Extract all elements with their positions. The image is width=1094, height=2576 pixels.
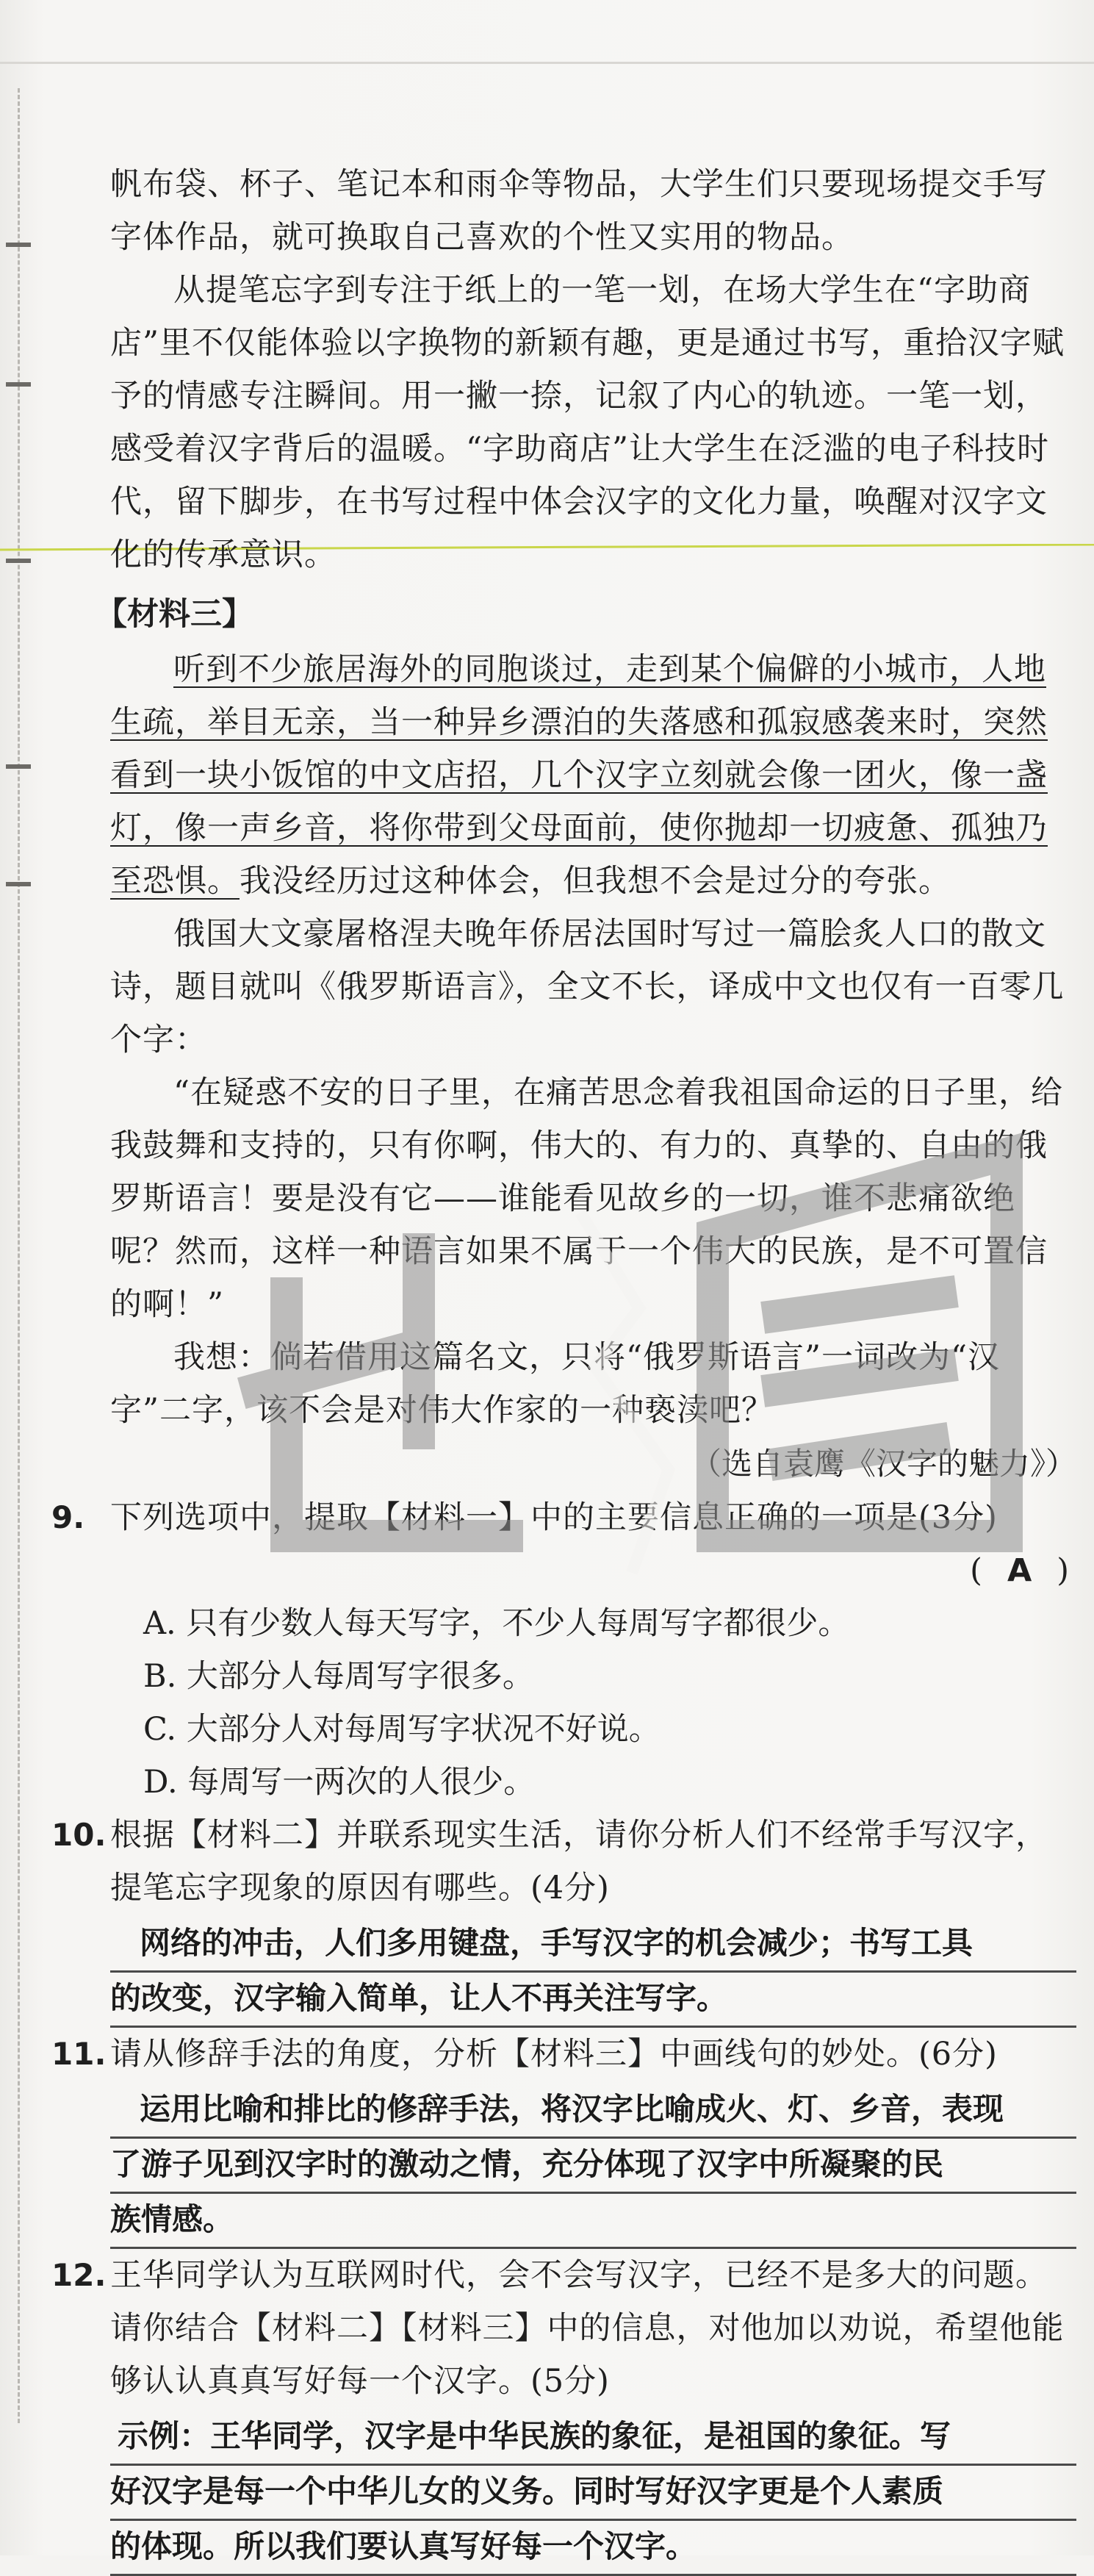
material3-paragraph-1-tail: 我没经历过这种体会，但我想不会是过分的夸张。 [240,863,951,900]
question-9 [51,1491,1076,1809]
question-10 [51,1809,1076,2028]
binding-margin-mark [6,882,31,886]
question-text: 根据【材料二】并联系现实生活，请你分析人们不经常手写汉字，提笔忘字现象的原因有哪些。(4分) [110,1817,1048,1906]
material3-paragraph-4: 我想：倘若借用这篇名文，只将“俄罗斯语言”一词改为“汉字”二字，该不会是对伟大作家的一种亵渎吧？ [110,1339,1000,1429]
material3-paragraph-1 [110,643,1076,908]
answer-bracket [110,1544,1069,1597]
answer-line: 族情感。 [110,2194,1076,2249]
bracket-open: ( [970,1552,982,1589]
binding-margin-mark [6,382,31,387]
answer-line: 的改变，汉字输入简单，让人不再关注写字。 [110,1973,1076,2028]
binding-margin-dashed-line [18,88,20,2423]
answer-line: 了游子见到汉字时的激动之情，充分体现了汉字中所凝聚的民 [110,2139,1076,2194]
binding-margin-mark [6,243,31,247]
top-border-line [0,62,1094,64]
bracket-close: ) [1057,1552,1069,1589]
binding-margin-mark [6,764,31,769]
question-11 [51,2028,1076,2249]
question-text: 下列选项中，提取【材料一】中的主要信息正确的一项是(3分) [110,1499,998,1536]
question-text: 请从修辞手法的角度，分析【材料三】中画线句的妙处。(6分) [110,2036,998,2073]
handwritten-answer [110,2084,1076,2249]
paragraph-top-1: 帆布袋、杯子、笔记本和雨伞等物品，大学生们只要现场提交手写字体作品，就可换取自己喜欢的个性又实用的物品。 [110,166,1048,256]
answer-line: 示例：王华同学，汉字是中华民族的象征，是祖国的象征。写 [110,2411,1076,2466]
material3-quote: “在疑惑不安的日子里，在痛苦思念着我祖国命运的日子里，给我鼓舞和支持的，只有你啊，伟大的、有力的、真挚的、自由的俄罗斯语言！要是没有它——谁能看见故乡的一切，谁不悲痛欲绝呢？然而，这样一种语言如果不属于一个伟大的民族，是不可置信的啊！” [110,1074,1063,1323]
question-number: 11. [51,2036,107,2072]
material3-paragraph-2: 俄国大文豪屠格涅夫晚年侨居法国时写过一篇脍炙人口的散文诗，题目就叫《俄罗斯语言》，全文不长，译成中文也仅有一百零几个字： [110,916,1065,1058]
binding-margin-mark [6,559,31,563]
material3-heading: 【材料三】 [96,596,253,633]
material3-source: （选自袁鹰《汉字的魅力》） [690,1446,1076,1482]
option-d: D. 每周写一两次的人很少。 [143,1764,536,1801]
question-number: 12. [51,2257,107,2293]
answer-line: 运用比喻和排比的修辞手法，将汉字比喻成火、灯、乡音，表现 [110,2084,1076,2139]
paragraph-top-2: 从提笔忘字到专注于纸上的一笔一划，在场大学生在“字助商店”里不仅能体验以字换物的新颖有趣，更是通过书写，重拾汉字赋予的情感专注瞬间。用一撇一捺，记叙了内心的轨迹。一笔一划，感受着汉字背后的温暖。“字助商店”让大学生在泛滥的电子科技时代，留下脚步，在书写过程中体会汉字的文化力量，唤醒对汉字文化的传承意识。 [110,272,1065,573]
question-number: 9. [51,1499,85,1535]
question-number: 10. [51,1817,107,1853]
choice-answer: A [1007,1552,1032,1589]
answer-line: 的体现。所以我们要认真写好每一个汉字。 [110,2521,1076,2576]
answer-line: 好汉字是每一个中华儿女的义务。同时写好汉字更是个人素质 [110,2466,1076,2521]
option-a: A. 只有少数人每天写字，不少人每周写字都很少。 [143,1605,850,1642]
question-text: 王华同学认为互联网时代，会不会写汉字，已经不是多大的问题。请你结合【材料二】【材料三】中的信息，对他加以劝说，希望他能够认认真真写好每一个汉字。(5分) [110,2257,1065,2400]
document-body [51,158,1076,2576]
handwritten-answer [110,1917,1076,2028]
question-12 [51,2249,1076,2576]
option-b: B. 大部分人每周写字很多。 [143,1658,534,1695]
answer-line: 网络的冲击，人们多用键盘，手写汉字的机会减少；书写工具 [110,1917,1076,1973]
handwritten-answer [110,2411,1076,2576]
underlined-sentence: 听到不少旅居海外的同胞谈过，走到某个偏僻的小城市，人地生疏，举目无亲，当一种异乡漂泊的失落感和孤寂感袭来时，突然看到一块小饭馆的中文店招，几个汉字立刻就会像一团火，像一盏灯，像一声乡音，将你带到父母面前，使你抛却一切疲惫、孤独乃至恐惧。 [110,651,1048,900]
option-c: C. 大部分人对每周写字状况不好说。 [143,1711,661,1748]
